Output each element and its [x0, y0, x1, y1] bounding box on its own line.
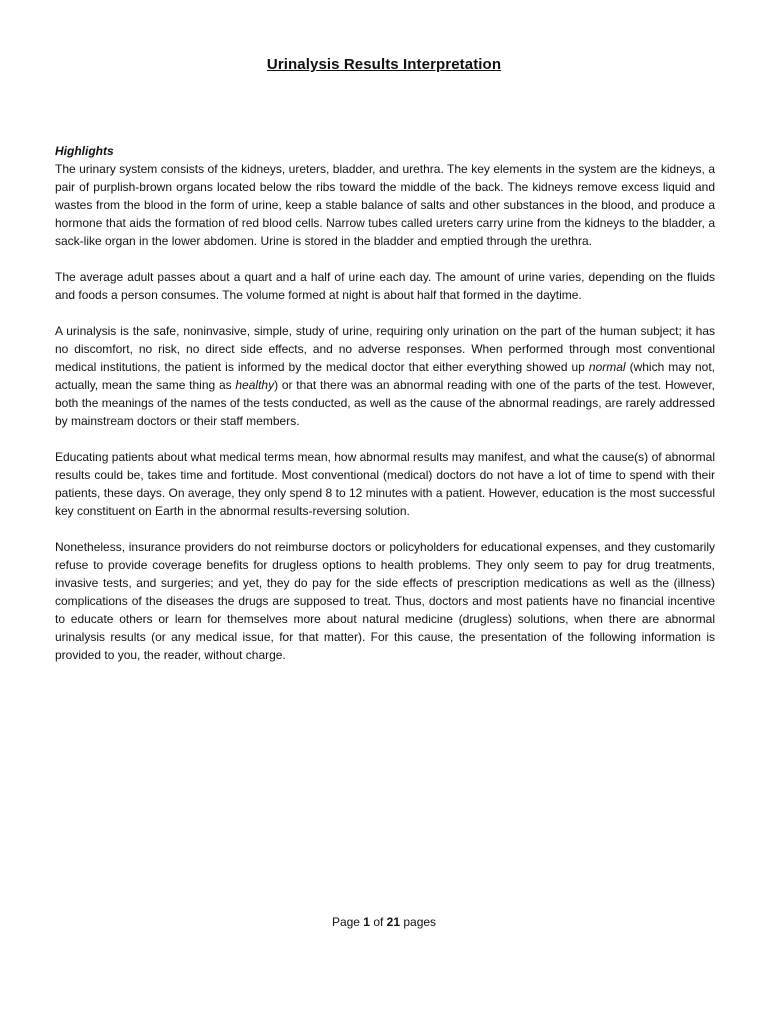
- footer-prefix: Page: [331, 915, 364, 929]
- section-heading: Highlights: [55, 144, 114, 158]
- page-title: Urinalysis Results Interpretation: [266, 56, 502, 73]
- paragraph-urinalysis: [55, 322, 715, 430]
- paragraph-text-segment: A urinalysis is the safe, noninvasive, simple, study of urine, requiring only urination on the part of the human subject; it has no discomfort, no risk, no direct side effects, and no adverse responses. When performed through most conventional medical institutions, the patient is informed by the medical doctor that either everything showed up: [55, 324, 715, 374]
- paragraph-urinary-system: The urinary system consists of the kidneys, ureters, bladder, and urethra. The key elements in the system are the kidneys, a pair of purplish-brown organs located below the ribs toward the middle of the back. The kidneys remove excess liquid and wastes from the blood in the form of urine, keep a stable balance of salts and other substances in the blood, and produce a hormone that aids the formation of red blood cells. Narrow tubes called ureters carry urine from the kidneys to the bladder, a sack-like organ in the lower abdomen. Urine is stored in the bladder and emptied through the urethra.: [55, 162, 715, 248]
- paragraph-text-segment: ) or that there was an abnormal reading with one of the parts of the test. However, both the meanings of the names of the tests conducted, as well as the cause of the abnormal readings, are rarely addressed by mainstream doctors or their staff members.: [55, 378, 715, 428]
- footer-suffix: pages: [400, 915, 437, 929]
- page-footer: [0, 915, 768, 929]
- paragraph-text-segment: (which may not, actually, mean the same thing as: [55, 360, 715, 392]
- footer-middle: of: [369, 915, 387, 929]
- paragraph-urine-volume: The average adult passes about a quart and a half of urine each day. The amount of urine varies, depending on the fluids and foods a person consumes. The volume formed at night is about half that formed in the daytime.: [55, 270, 715, 302]
- document-body: [55, 142, 715, 664]
- total-page-count: 21: [386, 915, 401, 929]
- current-page-number: 1: [363, 915, 370, 929]
- emphasis-normal: normal: [588, 360, 626, 374]
- paragraph-educating-patients: Educating patients about what medical terms mean, how abnormal results may manifest, and what the cause(s) of abnormal results could be, takes time and fortitude. Most conventional (medical) doctors do not have a lot of time to spend with their patients, these days. On average, they only spend 8 to 12 minutes with a patient. However, education is the most successful key constituent on Earth in the abnormal results-reversing solution.: [55, 450, 715, 518]
- paragraph-insurance: Nonetheless, insurance providers do not reimburse doctors or policyholders for educational expenses, and they customarily refuse to provide coverage benefits for drugless options to health problems. They only seem to pay for drug treatments, invasive tests, and surgeries; and yet, they do pay for the side effects of prescription medications as well as the (illness) complications of the diseases the drugs are supposed to treat. Thus, doctors and most patients have no financial incentive to educate others or learn for themselves more about natural medicine (drugless) solutions, when there are abnormal urinalysis results (or any medical issue, for that matter). For this cause, the presentation of the following information is provided to you, the reader, without charge.: [55, 540, 715, 662]
- emphasis-healthy: healthy: [235, 378, 275, 392]
